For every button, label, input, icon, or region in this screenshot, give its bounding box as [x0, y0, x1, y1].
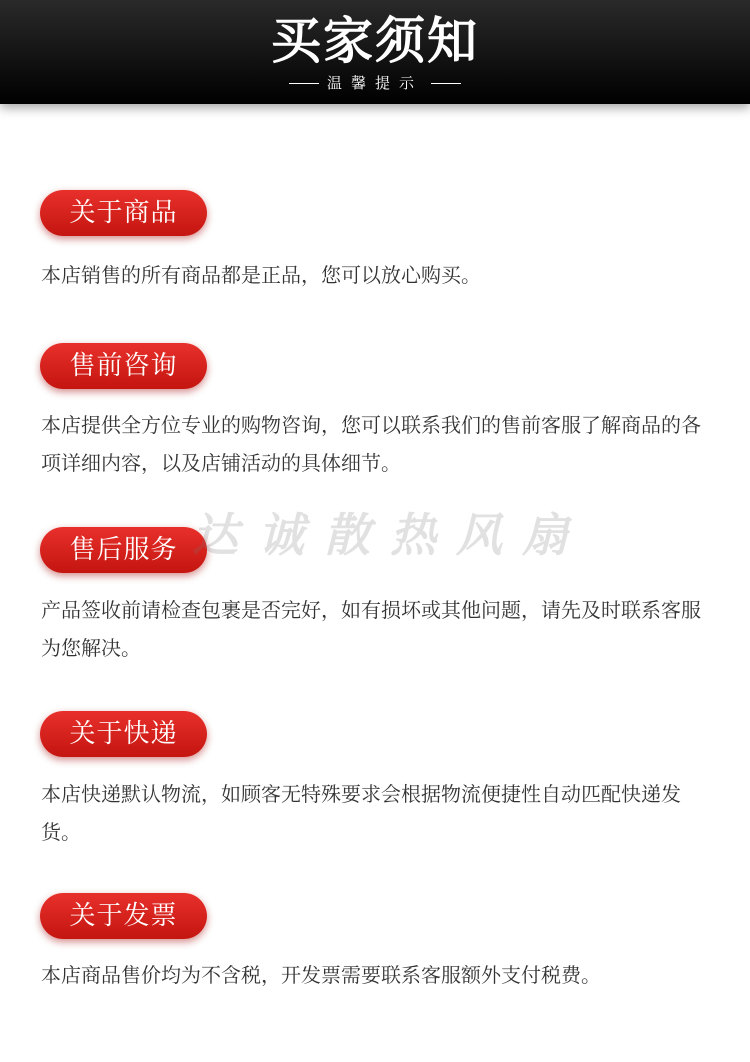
- page-subtitle: [0, 72, 750, 94]
- subtitle-text: 温馨提示: [326, 74, 423, 92]
- section-body-text: 本店销售的所有商品都是正品，您可以放心购买。: [41, 263, 481, 287]
- section-label-pill: 关于快递: [40, 711, 207, 757]
- page-title: 买家须知: [271, 12, 479, 70]
- subtitle-left-rule: [289, 83, 319, 84]
- section-label-pill: 售前咨询: [40, 343, 207, 389]
- section-body-text: 本店快递默认物流，如顾客无特殊要求会根据物流便捷性自动匹配快递发货。: [41, 782, 681, 844]
- subtitle-right-rule: [431, 83, 461, 84]
- section-label-pill: 售后服务: [40, 527, 207, 573]
- section-body-text: 本店提供全方位专业的购物咨询，您可以联系我们的售前客服了解商品的各项详细内容，以及店铺活动的具体细节。: [41, 413, 701, 475]
- section-body-text: 本店商品售价均为不含税，开发票需要联系客服额外支付税费。: [41, 963, 601, 987]
- section-body-text: 产品签收前请检查包裹是否完好，如有损坏或其他问题，请先及时联系客服为您解决。: [41, 598, 701, 660]
- section-label-pill: 关于商品: [40, 190, 207, 236]
- section-label-pill: 关于发票: [40, 893, 207, 939]
- header-banner: [0, 0, 750, 104]
- store-watermark: 达诚散热风扇: [192, 508, 588, 562]
